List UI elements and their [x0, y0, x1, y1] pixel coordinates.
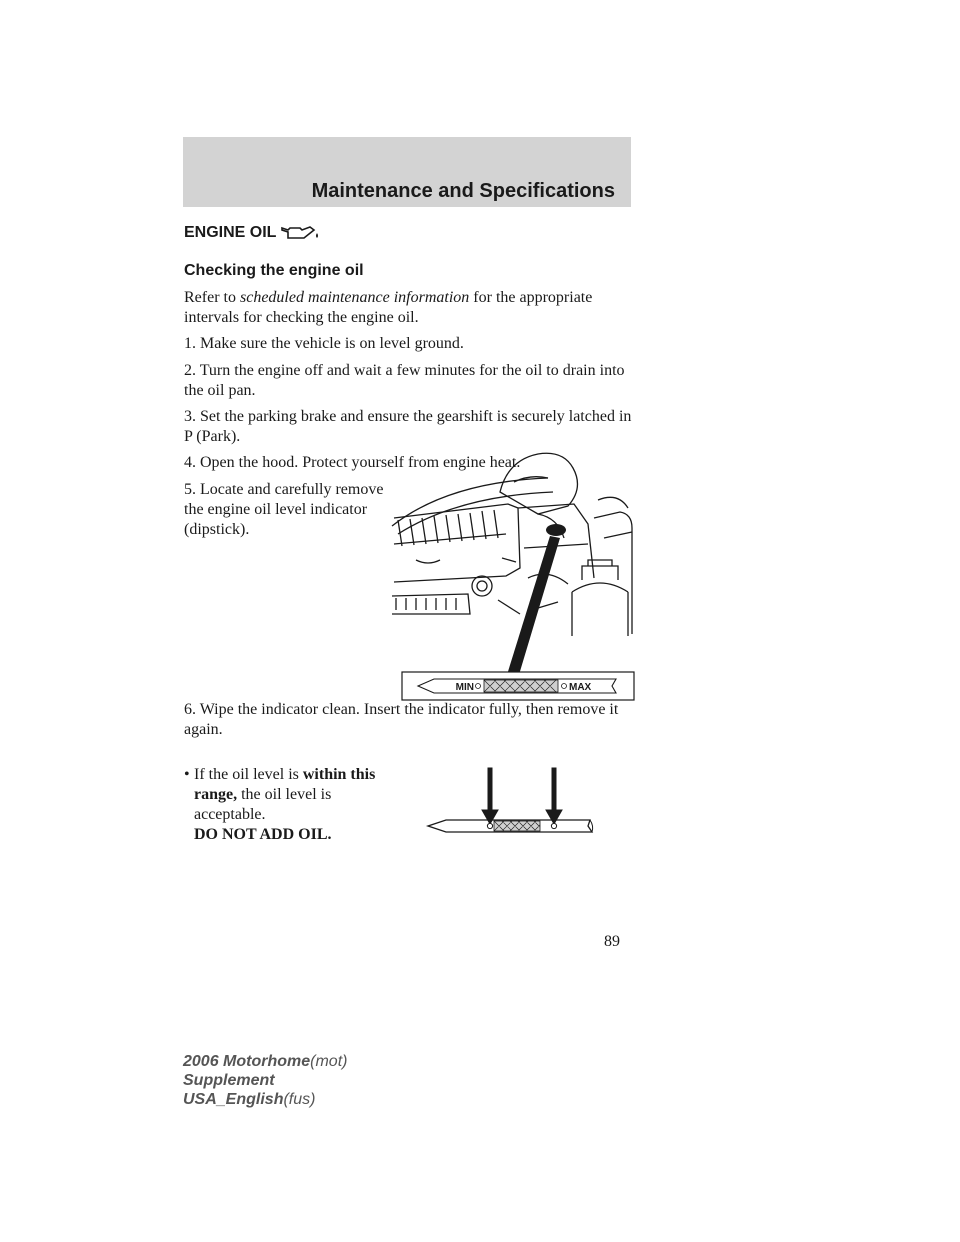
- step-5: 5. Locate and carefully remove the engine oil level indicator (dipstick).: [184, 481, 384, 538]
- subheading: Checking the engine oil: [184, 262, 364, 279]
- step-4: 4. Open the hood. Protect yourself from engine heat.: [184, 454, 521, 471]
- footer-model: 2006 Motorhome: [183, 1053, 311, 1070]
- intro-paragraph: [184, 288, 634, 328]
- section-title: [184, 224, 322, 242]
- step-1: 1. Make sure the vehicle is on level ground.: [184, 335, 464, 352]
- bullet-prefix: If the oil level is: [194, 766, 303, 783]
- dipstick-range-illustration: [424, 764, 610, 836]
- dipstick-max-label: MAX: [569, 682, 592, 693]
- step-6: 6. Wipe the indicator clean. Insert the indicator fully, then remove it again.: [184, 701, 619, 738]
- bullet-item: [184, 765, 394, 845]
- bullet-middle: the oil level is acceptable.: [194, 786, 332, 823]
- bullet-dot: •: [184, 766, 190, 783]
- bullet-warning: DO NOT ADD OIL.: [194, 826, 332, 843]
- page-number: 89: [604, 933, 620, 950]
- bullet-bold-range: within this range,: [194, 766, 376, 803]
- section-title-text: ENGINE OIL: [184, 224, 277, 241]
- header-title: Maintenance and Specifications: [311, 180, 615, 202]
- footer-supplement: Supplement: [183, 1072, 275, 1089]
- footer-model-code: (mot): [310, 1053, 348, 1070]
- document-footer: [183, 1052, 347, 1109]
- footer-language-code: (fus): [283, 1091, 316, 1108]
- oil-can-icon: [280, 224, 322, 242]
- intro-emphasis: scheduled maintenance information: [239, 289, 470, 306]
- intro-suffix: for the appropriate intervals for checking the engine oil.: [184, 289, 593, 326]
- footer-language: USA_English: [183, 1091, 284, 1108]
- step-2: 2. Turn the engine off and wait a few minutes for the oil to drain into the oil pan.: [184, 362, 625, 399]
- header-band: [183, 137, 631, 207]
- dipstick-min-label: MIN: [455, 682, 474, 693]
- step-3: 3. Set the parking brake and ensure the gearshift is securely latched in P (Park).: [184, 408, 632, 445]
- engine-dipstick-illustration: [388, 448, 638, 704]
- intro-prefix: Refer to: [184, 289, 240, 306]
